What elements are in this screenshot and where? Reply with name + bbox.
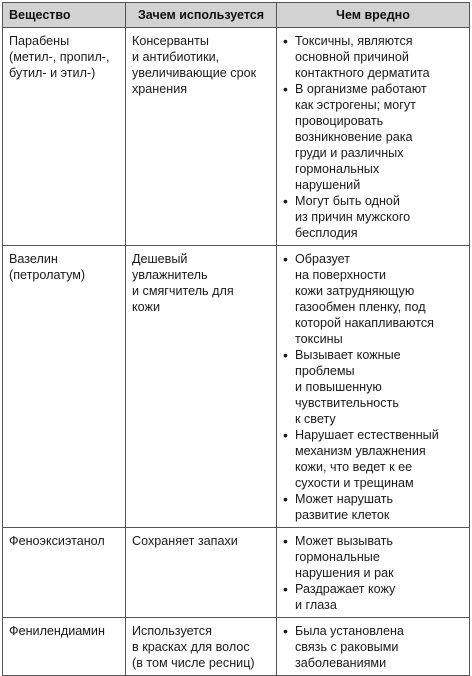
harm-item: • Может нарушать развитие клеток [283,491,463,523]
harm-item: • В организме работают как эстрогены; могут провоцировать возникновение рака груди и различных гормональных нарушений [283,81,463,193]
purpose-cell: Используется в красках для волос (в том числе ресниц) [126,618,277,676]
substance-cell: Феноэксиэтанол [3,528,126,618]
harms-list [283,623,463,671]
harm-item: • Была установлена связь с раковыми заболеваниями [283,623,463,671]
harms-cell [277,246,470,528]
harm-item: • Токсичны, являются основной причиной контактного дерматита [283,33,463,81]
header-purpose: Зачем используется [126,3,277,28]
harms-list [283,251,463,523]
harm-item: • Может вызывать гормональные нарушения и рак [283,533,463,581]
harms-cell [277,528,470,618]
header-substance: Вещество [3,3,126,28]
harm-item: • Нарушает естественный механизм увлажнения кожи, что ведет к ее сухости и трещинам [283,427,463,491]
table-row [3,618,470,676]
table-row [3,28,470,246]
header-harm: Чем вредно [277,3,470,28]
purpose-cell: Дешевый увлажнитель и смягчитель для кожи [126,246,277,528]
harms-cell [277,618,470,676]
substance-cell: Парабены (метил-, пропил-, бутил- и этил-) [3,28,126,246]
harms-cell [277,28,470,246]
harm-item: • Могут быть одной из причин мужского бесплодия [283,193,463,241]
harm-item: • Образует на поверхности кожи затрудняющую газообмен пленку, под которой накапливаются токсины [283,251,463,347]
substance-cell: Вазелин (петролатум) [3,246,126,528]
table-row [3,528,470,618]
table-row [3,246,470,528]
header-row [3,3,470,28]
substance-cell: Фенилендиамин [3,618,126,676]
purpose-cell: Консерванты и антибиотики, увеличивающие срок хранения [126,28,277,246]
harm-item: • Вызывает кожные проблемы и повышенную чувствительность к свету [283,347,463,427]
purpose-cell: Сохраняет запахи [126,528,277,618]
harms-list [283,33,463,241]
harms-list [283,533,463,613]
harmful-substances-table [2,2,470,676]
harm-item: • Раздражает кожу и глаза [283,581,463,613]
